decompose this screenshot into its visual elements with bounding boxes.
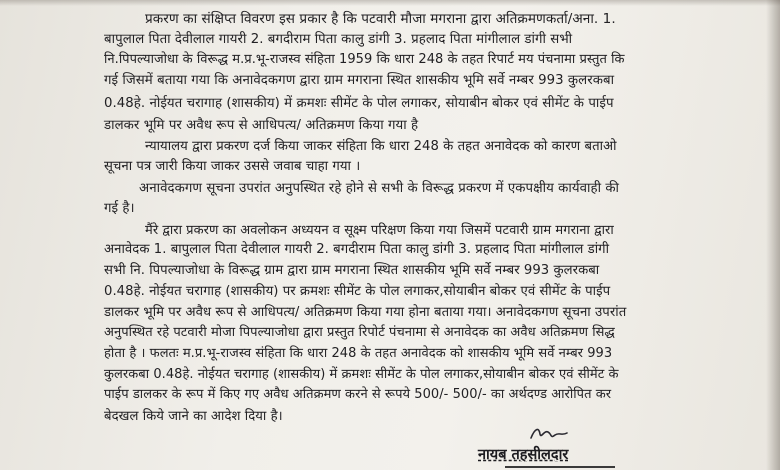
- page-top-shadow: [0, 0, 780, 6]
- body-text-line: पाईप डालकर के रूप में किए गए अवैध अतिक्रमण करने से रूपये 500/- 500/- का अर्थदण्ड आरोपित कर: [104, 387, 612, 402]
- signatory-designation: नायब तहसीलदार: [478, 447, 569, 463]
- body-text-line: प्रकरण का संक्षिप्त विवरण इस प्रकार है कि पटवारी मौजा मगराना द्वारा अतिक्रमणकर्ता/अना. 1.: [145, 11, 616, 27]
- handwritten-signature: [528, 424, 570, 444]
- body-text-line: मैंरे द्वारा प्रकरण का अवलोकन अध्ययन व सूक्ष्म परिक्षण किया गया जिसमें पटवारी ग्राम मगराना द्वारा: [145, 223, 614, 238]
- body-text-line: बेदखल किये जाने का आदेश दिया है।: [104, 409, 283, 424]
- body-text-line: अनावेदक 1. बापुलाल पिता देवीलाल गायरी 2. बगदीराम पिता कालु डांगी 3. प्रहलाद पिता मांगीलाल डांगी: [104, 242, 610, 257]
- page-right-shadow: [766, 0, 780, 470]
- body-text-line: नि.पिपल्याजोधा के विरूद्ध म.प्र.भू-राजस्व संहिता 1959 कि धारा 248 के तहत रिपार्ट मय पंचनामा प्रस्तुत कि: [104, 52, 625, 67]
- body-text-line: न्यायालय द्वारा प्रकरण दर्ज किया जाकर संहिता कि धारा 248 के तहत अनावेदक को कारण बताओ: [145, 139, 617, 154]
- body-text-line: सभी नि. पिपल्याजोधा के विरूद्ध ग्राम द्वारा ग्राम मगराना स्थित शासकीय भूमि सर्वे नम्बर 993 कुलरकबा: [104, 263, 600, 278]
- body-text-line: अनुपस्थित रहे पटवारी मोजा पिपल्याजोधा द्वारा प्रस्तुत रिपोर्ट पंचनामा से अनावेदक का अवैध अतिक्रमण सिद्ध: [104, 325, 615, 340]
- body-text-line: अनावेदकगण सूचना उपरांत अनुपस्थित रहे होने से सभी के विरूद्ध प्रकरण में एकपक्षीय कार्यवाही की: [139, 181, 620, 196]
- body-text-line: 0.48हे. नोईयत चरागाह (शासकीय) पर क्रमशः सीमेंट के पोल लगाकर,सोयाबीन बोकर एवं सीमेंट के पाईप: [104, 284, 611, 299]
- body-text-line: 0.48हे. नोईयत चरागाह (शासकीय) में क्रमशः सीमेंट के पोल लगाकर, सोयाबीन बोकर एवं सीमेंट के पाईप: [104, 96, 614, 111]
- body-text-line: गई जिसमें बताया गया कि अनावेदकगण द्वारा ग्राम मगराना स्थित शासकीय भूमि सर्वे नम्बर 993 कुलरकबा: [104, 73, 615, 88]
- signature-underline: [505, 466, 615, 468]
- body-text-line: कुलरकबा 0.48हे. नोईयत चरागाह (शासकीय) में क्रमशः सीमेंट के पोल लगाकर,सोयाबीन बोकर एवं सीमेंट के: [104, 367, 619, 382]
- body-text-line: गई है।: [104, 201, 135, 216]
- body-text-line: बापुलाल पिता देवीलाल गायरी 2. बगदीराम पिता कालु डांगी 3. प्रहलाद पिता मांगीलाल डांगी सभी: [104, 32, 573, 47]
- body-text-line: डालकर भूमि पर अवैध रूप से आधिपत्य/ अतिक्रमण किया गया है: [104, 118, 419, 133]
- body-text-line: डालकर भूमि पर अवैध रूप से आधिपत्य/ अतिक्रमण किया गया होना बताया गया। अनावेदकगण सूचना उपरांत: [104, 305, 627, 320]
- body-text-line: होता है । फलतः म.प्र.भू-राजस्व संहिता कि धारा 248 के तहत अनावेदक को शासकीय भूमि सर्वे नम्बर 993: [104, 346, 613, 361]
- body-text-line: सूचना पत्र जारी किया जाकर उससे जवाब चाहा गया ।: [104, 159, 361, 174]
